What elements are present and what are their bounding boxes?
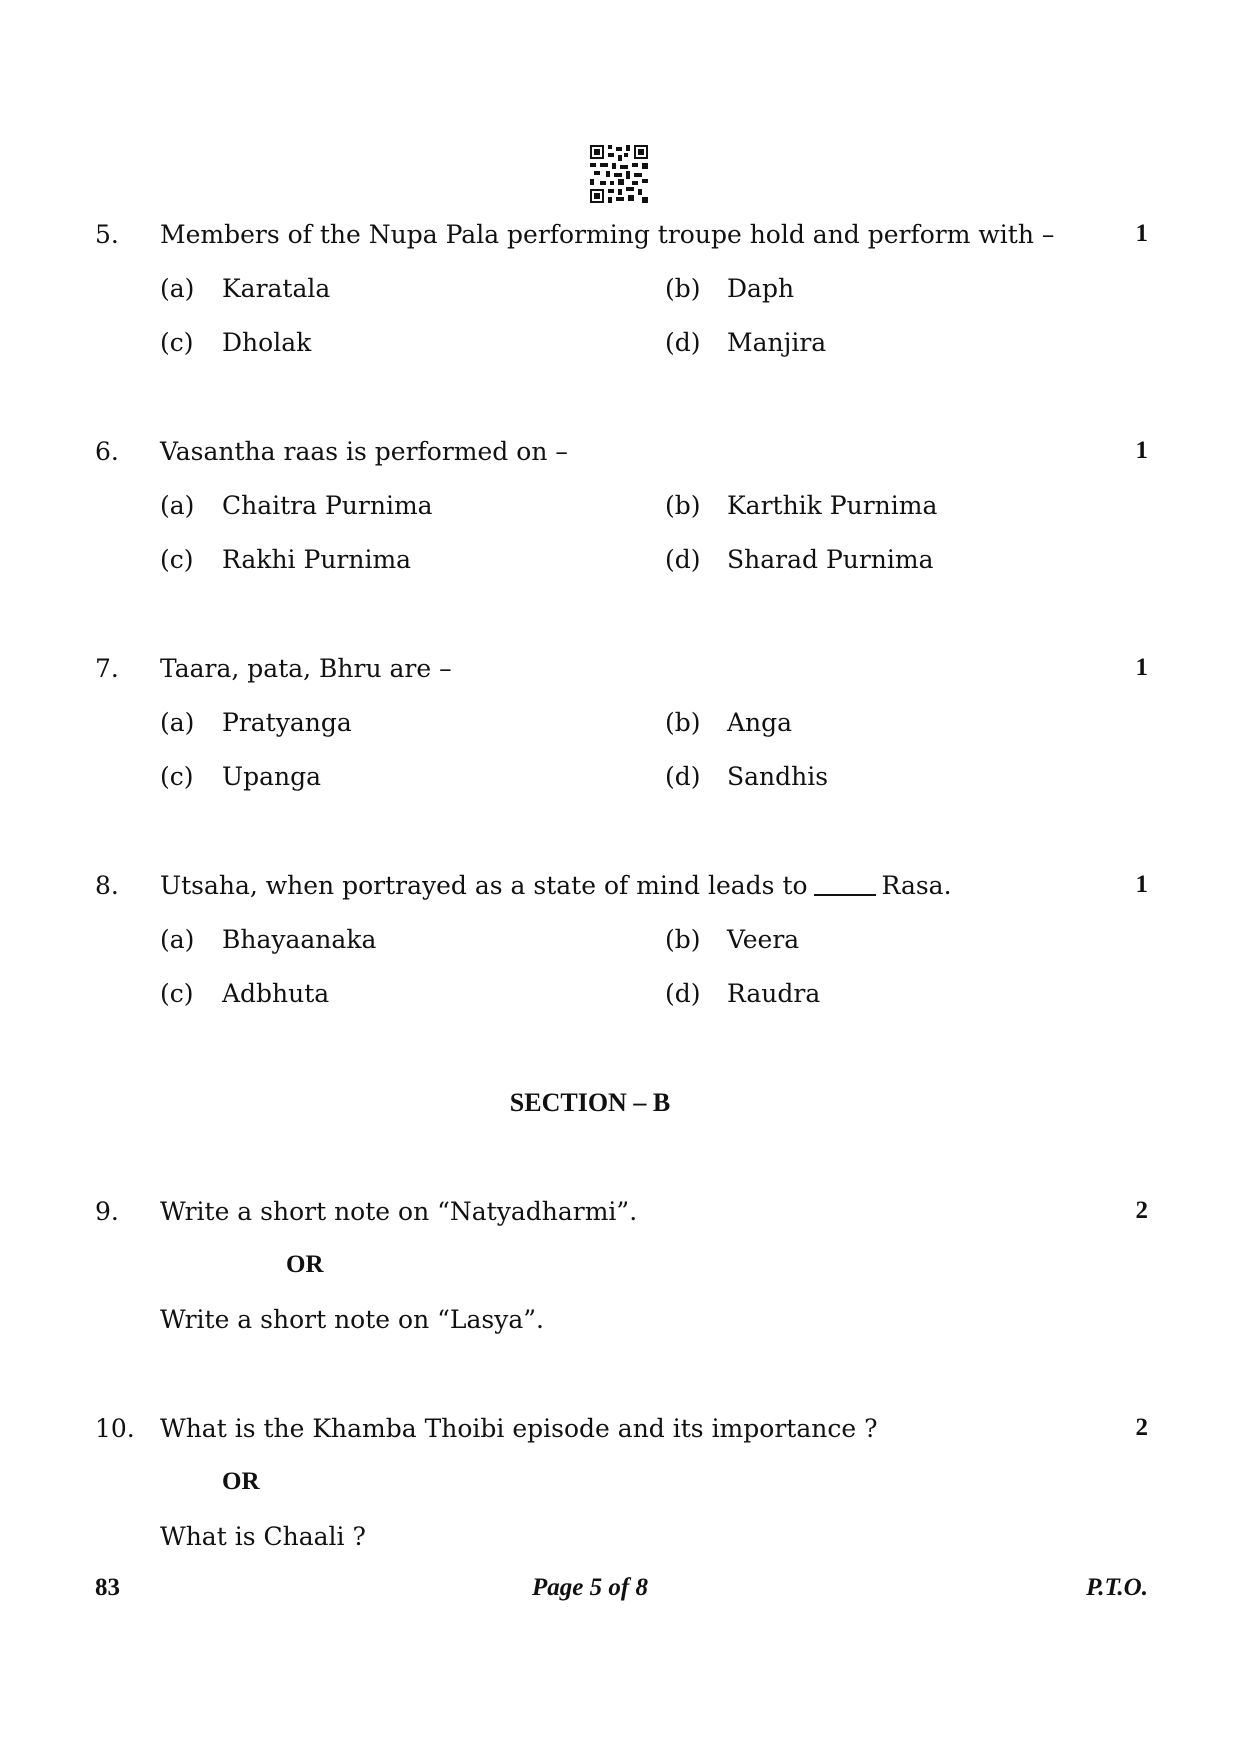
option-label: (b) [665,708,701,737]
option-text: Sandhis [727,762,829,791]
question-text-before-blank: Utsaha, when portrayed as a state of mind leads to [160,871,808,900]
answer-blank [814,894,876,896]
question-text: What is the Khamba Thoibi episode and its importance ? [160,1414,878,1443]
alternate-question-text: What is Chaali ? [160,1522,366,1551]
option-label: (c) [160,328,194,357]
question-number: 7. [95,654,119,683]
option-text: Daph [727,274,795,303]
page-number: Page 5 of 8 [532,1574,648,1601]
or-separator: OR [286,1251,324,1278]
question-marks: 1 [1135,654,1148,681]
question-text: Write a short note on “Natyadharmi”. [160,1197,638,1226]
option-label: (c) [160,979,194,1008]
option-text: Upanga [222,762,321,791]
question-number: 6. [95,437,119,466]
option-label: (c) [160,762,194,791]
question-text: Members of the Nupa Pala performing troupe hold and perform with – [160,220,1055,249]
option-text: Pratyanga [222,708,352,737]
option-text: Raudra [727,979,821,1008]
option-label: (a) [160,491,195,520]
option-text: Dholak [222,328,312,357]
option-text: Sharad Purnima [727,545,934,574]
question-marks: 1 [1135,437,1148,464]
question-marks: 2 [1135,1197,1148,1224]
option-text: Anga [727,708,793,737]
option-label: (a) [160,708,195,737]
question-marks: 1 [1135,871,1148,898]
question-marks: 1 [1135,220,1148,247]
question-text-after-blank: Rasa. [881,871,952,900]
option-text: Rakhi Purnima [222,545,412,574]
option-label: (c) [160,545,194,574]
option-label: (b) [665,491,701,520]
option-label: (a) [160,925,195,954]
option-text: Karatala [222,274,331,303]
question-number: 5. [95,220,119,249]
option-label: (d) [665,328,701,357]
section-title: SECTION – B [509,1088,671,1117]
option-text: Bhayaanaka [222,925,377,954]
option-label: (b) [665,925,701,954]
alternate-question-text: Write a short note on “Lasya”. [160,1305,544,1334]
option-text: Manjira [727,328,827,357]
or-separator: OR [222,1468,260,1495]
option-label: (a) [160,274,195,303]
option-text: Veera [727,925,800,954]
option-label: (d) [665,762,701,791]
question-marks: 2 [1135,1414,1148,1441]
option-label: (b) [665,274,701,303]
question-text [160,871,952,900]
question-number: 8. [95,871,119,900]
question-text: Vasantha raas is performed on – [160,437,568,466]
option-text: Chaitra Purnima [222,491,433,520]
question-text: Taara, pata, Bhru are – [160,654,452,683]
option-text: Karthik Purnima [727,491,938,520]
option-label: (d) [665,545,701,574]
subject-code: 83 [95,1574,120,1601]
question-number: 9. [95,1197,119,1226]
option-label: (d) [665,979,701,1008]
qr-code-icon [590,145,648,203]
option-text: Adbhuta [222,979,330,1008]
pto-label: P.T.O. [1086,1574,1148,1601]
question-number: 10. [95,1414,135,1443]
